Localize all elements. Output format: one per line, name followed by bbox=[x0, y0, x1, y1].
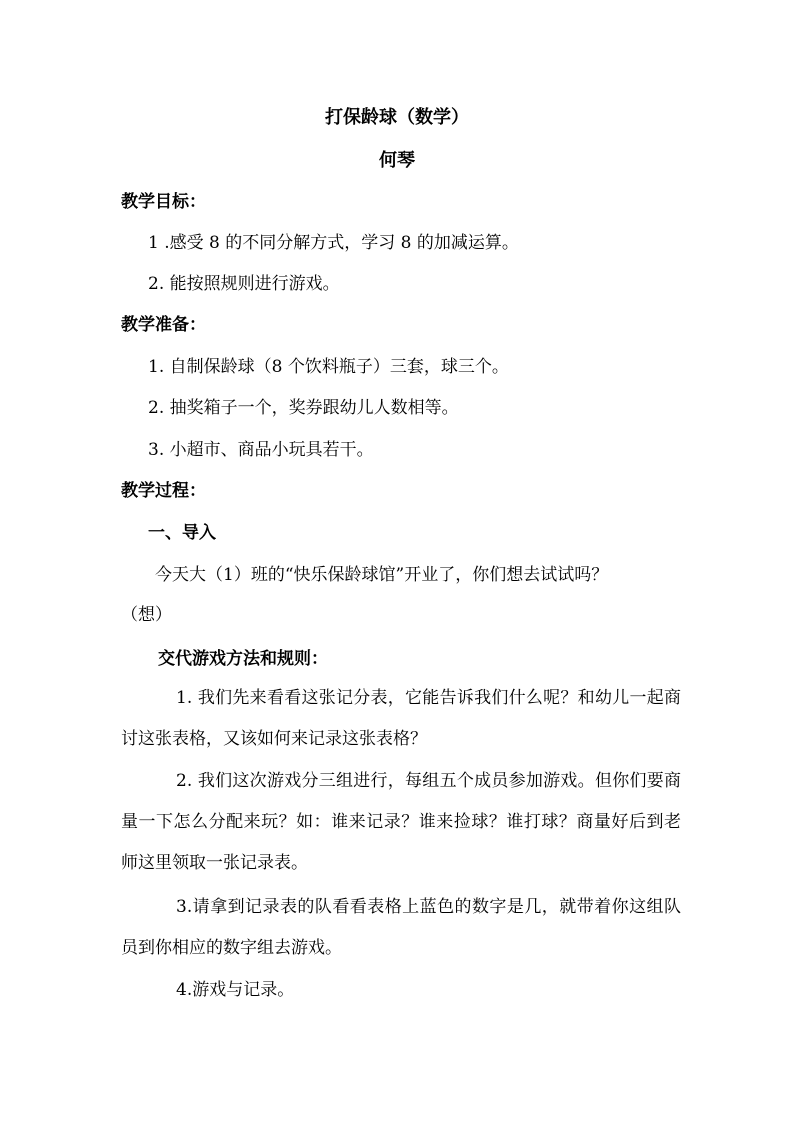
prep-item-2: 2. 抽奖箱子一个，奖券跟幼儿人数相等。 bbox=[148, 398, 459, 418]
prep-heading: 教学准备： bbox=[121, 315, 206, 335]
prep-item-3: 3. 小超市、商品小玩具若干。 bbox=[148, 440, 374, 460]
document-title: 打保龄球（数学） bbox=[325, 107, 469, 128]
intro-paragraph-line-1: 今天大（1）班的“快乐保龄球馆”开业了，你们想去试试吗？ bbox=[155, 565, 609, 585]
author-name: 何琴 bbox=[379, 150, 415, 171]
rule-paragraph-3: 3.请拿到记录表的队看看表格上蓝色的数字是几，就带着你这组队员到你相应的数字组去游戏。 bbox=[121, 897, 681, 958]
rule-paragraph-2: 2. 我们这次游戏分三组进行，每组五个成员参加游戏。但你们要商量一下怎么分配来玩？如：谁来记录？谁来捡球？谁打球？商量好后到老师这里领取一张记录表。 bbox=[121, 771, 681, 873]
rule-paragraph-4: 4.游戏与记录。 bbox=[176, 980, 295, 1000]
rules-heading: 交代游戏方法和规则： bbox=[158, 649, 328, 669]
goal-item-2: 2. 能按照规则进行游戏。 bbox=[148, 274, 340, 294]
goals-heading: 教学目标： bbox=[121, 192, 206, 212]
process-heading: 教学过程： bbox=[121, 481, 206, 501]
intro-paragraph-line-2: （想） bbox=[121, 605, 172, 625]
rule-paragraph-1: 1. 我们先来看看这张记分表，它能告诉我们什么呢？和幼儿一起商讨这张表格，又该如何来记录这张表格？ bbox=[121, 688, 681, 749]
goal-item-1: 1 .感受 8 的不同分解方式，学习 8 的加减运算。 bbox=[148, 233, 519, 253]
prep-item-1: 1. 自制保龄球（8 个饮料瓶子）三套，球三个。 bbox=[148, 357, 509, 377]
section-heading-intro: 一、导入 bbox=[148, 523, 216, 543]
